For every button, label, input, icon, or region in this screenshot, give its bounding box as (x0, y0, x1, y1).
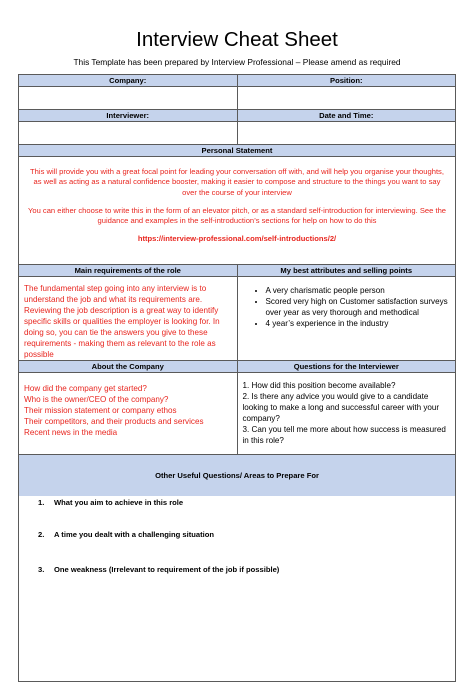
interviewer-label: Interviewer: (19, 110, 237, 121)
personal-statement-paragraph-2: You can either choose to write this in the form of an elevator pitch, or as a standard self-introduction for interviewing. See the guidance and examples in the self-introduction’s sections for help on how to do this (27, 205, 447, 226)
questions-list (238, 373, 456, 446)
position-label: Position: (237, 75, 456, 86)
prepare-item-number: 2. (38, 530, 45, 539)
prepare-item-number: 1. (38, 498, 45, 507)
company-label: Company: (19, 75, 237, 86)
question-line: 2. Is there any advice you would give to a candidate looking to make a long and successful career with your company? (242, 392, 440, 423)
date-time-label: Date and Time: (237, 110, 456, 121)
personal-statement-body (19, 157, 455, 264)
prepare-item-text: One weakness (Irrelevant to requirement of the job if possible) (54, 565, 280, 574)
about-company-line: Who is the owner/CEO of the company? (24, 395, 169, 404)
interviewer-field[interactable] (19, 122, 237, 144)
other-questions-header-row (19, 455, 455, 496)
about-company-line: How did the company get started? (24, 384, 147, 393)
attributes-heading: My best attributes and selling points (237, 265, 456, 276)
about-company-line: Recent news in the media (24, 428, 118, 437)
personal-statement-row (19, 157, 455, 265)
interviewer-date-input-row (19, 122, 455, 145)
questions-cell[interactable] (237, 373, 456, 454)
about-company-cell[interactable] (19, 373, 237, 454)
about-company-line: Their competitors, and their products and services (24, 417, 204, 426)
requirements-text: The fundamental step going into any interview is to understand the job and what its requirements are. Reviewing the job description is a great way to identify specific skills or qualities the employer is looking for. In doing so, you can tie the answers you give to these requirements - making them as relevant to the role as possible (24, 284, 220, 359)
prepare-item-number: 3. (38, 565, 45, 574)
date-time-field[interactable] (237, 122, 456, 144)
other-questions-row (19, 496, 455, 681)
attributes-cell[interactable] (237, 277, 456, 360)
prepare-item-3 (38, 565, 279, 574)
question-line: 1. How did this position become available? (242, 381, 396, 390)
interviewer-date-header-row (19, 110, 455, 122)
questions-heading: Questions for the Interviewer (237, 361, 456, 372)
prepare-item-text: A time you dealt with a challenging situation (54, 530, 215, 539)
personal-statement-header-row (19, 145, 455, 157)
prepare-item-text: What you aim to achieve in this role (54, 498, 184, 507)
prepare-item-1 (38, 498, 183, 507)
self-introductions-link[interactable]: https://interview-professional.com/self-introductions/2/ (137, 234, 337, 244)
requirements-attributes-header-row (19, 265, 455, 277)
attribute-item: • Scored very high on Customer satisfaction surveys over year as very thorough and methodical (266, 296, 450, 318)
attribute-item: • 4 year’s experience in the industry (266, 318, 450, 329)
requirements-heading: Main requirements of the role (19, 265, 237, 276)
page-subtitle: This Template has been prepared by Interview Professional – Please amend as required (73, 57, 401, 67)
about-company-list (19, 373, 237, 438)
other-questions-heading: Other Useful Questions/ Areas to Prepare For (19, 455, 455, 496)
other-questions-cell[interactable] (19, 496, 455, 681)
prepare-item-2 (38, 530, 214, 539)
cheat-sheet-table (18, 74, 456, 682)
company-questions-row (19, 373, 455, 455)
company-questions-header-row (19, 361, 455, 373)
page-title: Interview Cheat Sheet (136, 28, 338, 51)
company-field[interactable] (19, 87, 237, 109)
personal-statement-paragraph-1: This will provide you with a great focal point for leading your conversation off with, and will help you organise your thoughts, as well as acting as a natural confidence booster, making it easier to compose and structure to the things you want to say over the course of your interview (30, 167, 444, 197)
about-company-line: Their mission statement or company ethos (24, 406, 177, 415)
question-line: 3. Can you tell me more about how success is measured in this role? (242, 425, 446, 445)
about-company-heading: About the Company (19, 361, 237, 372)
company-position-input-row (19, 87, 455, 110)
position-field[interactable] (237, 87, 456, 109)
requirements-cell[interactable] (19, 277, 237, 360)
requirements-attributes-row (19, 277, 455, 361)
attributes-list (238, 277, 456, 329)
personal-statement-heading: Personal Statement (19, 145, 455, 156)
attribute-item: • A very charismatic people person (266, 285, 450, 296)
company-position-header-row (19, 75, 455, 87)
